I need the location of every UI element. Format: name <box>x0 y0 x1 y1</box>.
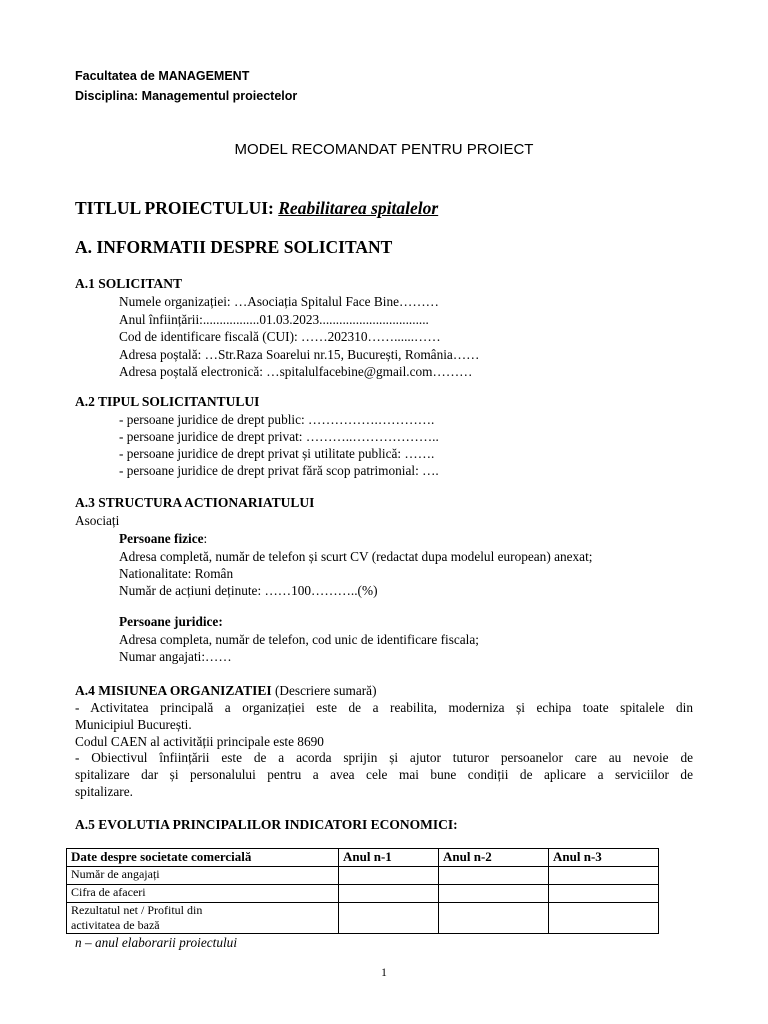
table-cell <box>549 867 659 885</box>
a1-line: Numele organizației: …Asociația Spitalul Face Bine……… <box>119 294 439 309</box>
a4-heading <box>75 682 377 700</box>
table-cell <box>339 867 439 885</box>
table-cell <box>439 867 549 885</box>
a4-line: Municipiul București. <box>75 717 192 732</box>
a4-line: - Obiectivul înființării este de a acorda sprijin și ajutor tuturor persoanelor care au nevoie de <box>75 750 693 765</box>
a3-individuals-line: Nationalitate: Român <box>119 566 234 581</box>
a4-heading-note: (Descriere sumară) <box>271 683 377 698</box>
table-cell: Număr de angajați <box>67 867 339 885</box>
a1-line: Adresa poștală: …Str.Raza Soarelui nr.15, București, România…… <box>119 347 480 362</box>
a3-individuals-line: Număr de acțiuni deținute: ……100………..(%) <box>119 583 378 598</box>
document-title: MODEL RECOMANDAT PENTRU PROIECT <box>234 141 534 158</box>
table-cell <box>439 903 549 934</box>
a3-individuals-label <box>119 530 207 548</box>
economic-indicators-table <box>66 848 659 934</box>
project-name: Reabilitarea spitalelor <box>278 198 439 218</box>
table-row <box>67 903 659 934</box>
legal-label-text: Persoane juridice: <box>119 614 223 629</box>
a1-heading: A.1 SOLICITANT <box>75 276 183 291</box>
a2-line: - persoane juridice de drept public: …………….…………. <box>119 412 435 427</box>
table-header-cell: Anul n-2 <box>439 849 549 867</box>
table-cell: Rezultatul net / Profitul din activitatea de bază <box>67 903 339 934</box>
a4-line: spitalizare. <box>75 784 133 799</box>
table-cell <box>549 903 659 934</box>
a3-legal-line: Numar angajati:…… <box>119 649 232 664</box>
individuals-label-colon: : <box>203 531 208 546</box>
individuals-label-text: Persoane fizice <box>119 531 204 546</box>
table-row <box>67 885 659 903</box>
a1-line: Anul înființării:.................01.03.2023................................. <box>119 312 429 327</box>
a1-line: Cod de identificare fiscală (CUI): ……202310……......…… <box>119 329 441 344</box>
project-title-label: TITLUL PROIECTULUI: <box>75 198 274 218</box>
a4-line: Codul CAEN al activității principale este 8690 <box>75 734 324 749</box>
a5-heading: A.5 EVOLUTIA PRINCIPALILOR INDICATORI ECONOMICI: <box>75 817 458 832</box>
a2-line: - persoane juridice de drept privat și utilitate publică: ……. <box>119 446 435 461</box>
table-header-row <box>67 849 659 867</box>
table-cell <box>339 903 439 934</box>
table-cell <box>549 885 659 903</box>
table-footnote: n – anul elaborarii proiectului <box>75 935 238 950</box>
table-header-cell: Date despre societate comercială <box>67 849 339 867</box>
a2-heading: A.2 TIPUL SOLICITANTULUI <box>75 394 260 409</box>
a4-line: spitalizare dar și personalului pentru a avea cele mai bune condiții de aplicare a serviciilor de <box>75 767 693 782</box>
a3-individuals-line: Adresa completă, număr de telefon și scurt CV (redactat dupa modelul european) anexat; <box>119 549 593 564</box>
a3-heading: A.3 STRUCTURA ACTIONARIATULUI <box>75 495 315 510</box>
section-a-heading: A. INFORMATII DESPRE SOLICITANT <box>75 237 393 257</box>
project-title <box>75 199 438 217</box>
table-header-cell: Anul n-3 <box>549 849 659 867</box>
table-cell: Cifra de afaceri <box>67 885 339 903</box>
a3-legal-label <box>119 613 223 631</box>
table-cell <box>439 885 549 903</box>
a2-line: - persoane juridice de drept privat: ………..……………….. <box>119 429 439 444</box>
discipline-name: Disciplina: Managementul proiectelor <box>75 89 298 103</box>
a4-line: - Activitatea principală a organizației este de a reabilita, moderniza și echipa toate spitalele din <box>75 700 693 715</box>
table-cell <box>339 885 439 903</box>
a4-heading-text: A.4 MISIUNEA ORGANIZATIEI <box>75 683 272 698</box>
faculty-name: Facultatea de MANAGEMENT <box>75 69 250 83</box>
table-header-cell: Anul n-1 <box>339 849 439 867</box>
a3-associates: Asociați <box>75 513 120 528</box>
a3-legal-line: Adresa completa, număr de telefon, cod unic de identificare fiscala; <box>119 632 479 647</box>
a1-line: Adresa poștală electronică: …spitalulfacebine@gmail.com……… <box>119 364 473 379</box>
table-row <box>67 867 659 885</box>
a2-line: - persoane juridice de drept privat fără scop patrimonial: …. <box>119 463 439 478</box>
page-number: 1 <box>381 967 387 979</box>
